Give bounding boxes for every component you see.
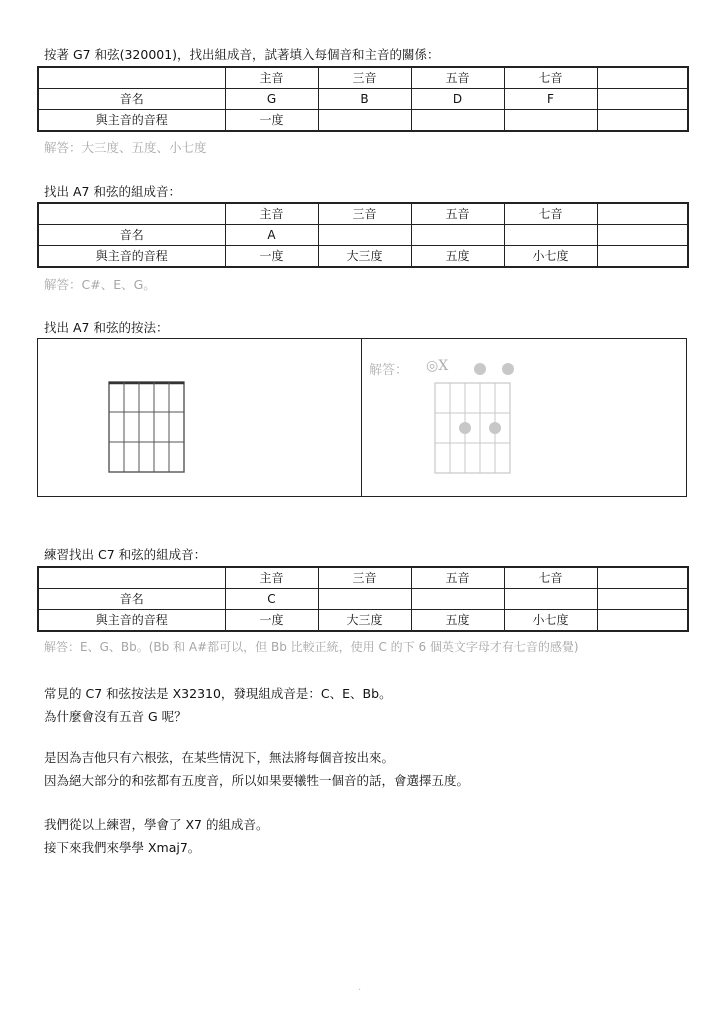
blank-fretboard[interactable] [108,381,188,477]
row-label: 與主音的音程 [38,610,225,632]
q2-answer: 解答：C#、E、G。 [44,277,156,292]
header-root: 主音 [225,67,318,89]
interval-cell: 小七度 [504,610,597,632]
header-root: 主音 [225,203,318,225]
q3-prompt: 找出 A7 和弦的按法： [44,320,169,335]
note-cell: G [225,89,318,110]
interval-row [38,246,688,268]
interval-cell: 一度 [225,246,318,268]
note-cell[interactable] [411,225,504,246]
header-seventh: 七音 [504,203,597,225]
header-fifth: 五音 [411,567,504,589]
fretboard-outline [109,382,184,472]
table-header-row [38,203,688,225]
interval-cell[interactable] [504,110,597,132]
c7-table [37,566,689,632]
paragraph-1: 常見的 C7 和弦按法是 X32310，發現組成音是：C、E、Bb。 [44,686,392,701]
header-fifth: 五音 [411,203,504,225]
table-cell [38,67,225,89]
table-cell [597,67,688,89]
table-header-row [38,567,688,589]
table-cell [38,567,225,589]
note-cell: B [318,89,411,110]
header-fifth: 五音 [411,67,504,89]
header-third: 三音 [318,67,411,89]
note-cell[interactable] [411,589,504,610]
page-mark: . [358,982,362,993]
table-cell [597,225,688,246]
row-label: 音名 [38,589,225,610]
row-label: 與主音的音程 [38,110,225,132]
paragraph-6: 接下來我們來學學 Xmaj7。 [44,840,201,855]
header-seventh: 七音 [504,67,597,89]
table-header-row [38,67,688,89]
row-label: 與主音的音程 [38,246,225,268]
note-cell[interactable] [504,225,597,246]
note-cell[interactable] [504,589,597,610]
note-name-row [38,89,688,110]
table-cell [597,89,688,110]
interval-cell: 五度 [411,246,504,268]
header-seventh: 七音 [504,567,597,589]
table-cell [597,589,688,610]
interval-cell[interactable] [411,110,504,132]
top-marker-dot [474,363,486,375]
table-cell [597,567,688,589]
header-third: 三音 [318,203,411,225]
top-marker-dot [502,363,514,375]
note-cell: A [225,225,318,246]
answer-fretboard [430,359,520,499]
interval-cell: 小七度 [504,246,597,268]
q1-answer: 解答：大三度、五度、小七度 [44,140,207,155]
note-cell: F [504,89,597,110]
table-cell [597,610,688,632]
table-cell [597,203,688,225]
interval-cell[interactable]: 一度 [225,110,318,132]
note-name-row [38,589,688,610]
paragraph-5: 我們從以上練習，學會了 X7 的組成音。 [44,817,269,832]
paragraph-3: 是因為吉他只有六根弦，在某些情況下，無法將每個音按出來。 [44,750,395,765]
interval-cell: 一度 [225,610,318,632]
header-root: 主音 [225,567,318,589]
row-label: 音名 [38,225,225,246]
interval-cell[interactable] [318,110,411,132]
finger-dot [459,422,471,434]
table-cell [597,110,688,132]
interval-cell: 五度 [411,610,504,632]
interval-cell: 大三度 [318,246,411,268]
a7-table [37,202,689,268]
interval-row [38,610,688,632]
chord-diagram-box [37,338,687,497]
note-cell: C [225,589,318,610]
q1-prompt: 按著 G7 和弦(320001)，找出組成音，試著填入每個音和主音的關係： [44,47,440,62]
table-cell [38,203,225,225]
box-divider [361,339,362,496]
interval-row [38,110,688,132]
table-cell [597,246,688,268]
paragraph-2: 為什麼會沒有五音 G 呢？ [44,709,187,724]
paragraph-4: 因為絕大部分的和弦都有五度音，所以如果要犧牲一個音的話，會選擇五度。 [44,773,470,788]
open-mute-markers: ◎X [426,358,449,374]
g7-table [37,66,689,132]
note-name-row [38,225,688,246]
q4-prompt: 練習找出 C7 和弦的組成音： [44,547,207,562]
interval-cell: 大三度 [318,610,411,632]
finger-dot [489,422,501,434]
note-cell[interactable] [318,225,411,246]
header-third: 三音 [318,567,411,589]
row-label: 音名 [38,89,225,110]
q4-answer: 解答：E、G、Bb。(Bb 和 A#都可以，但 Bb 比較正統，使用 C 的下 6 個英文字母才有七音的感覺) [44,640,579,654]
q3-answer-label: 解答： [369,363,409,378]
note-cell[interactable] [318,589,411,610]
note-cell: D [411,89,504,110]
q2-prompt: 找出 A7 和弦的組成音： [44,184,181,199]
